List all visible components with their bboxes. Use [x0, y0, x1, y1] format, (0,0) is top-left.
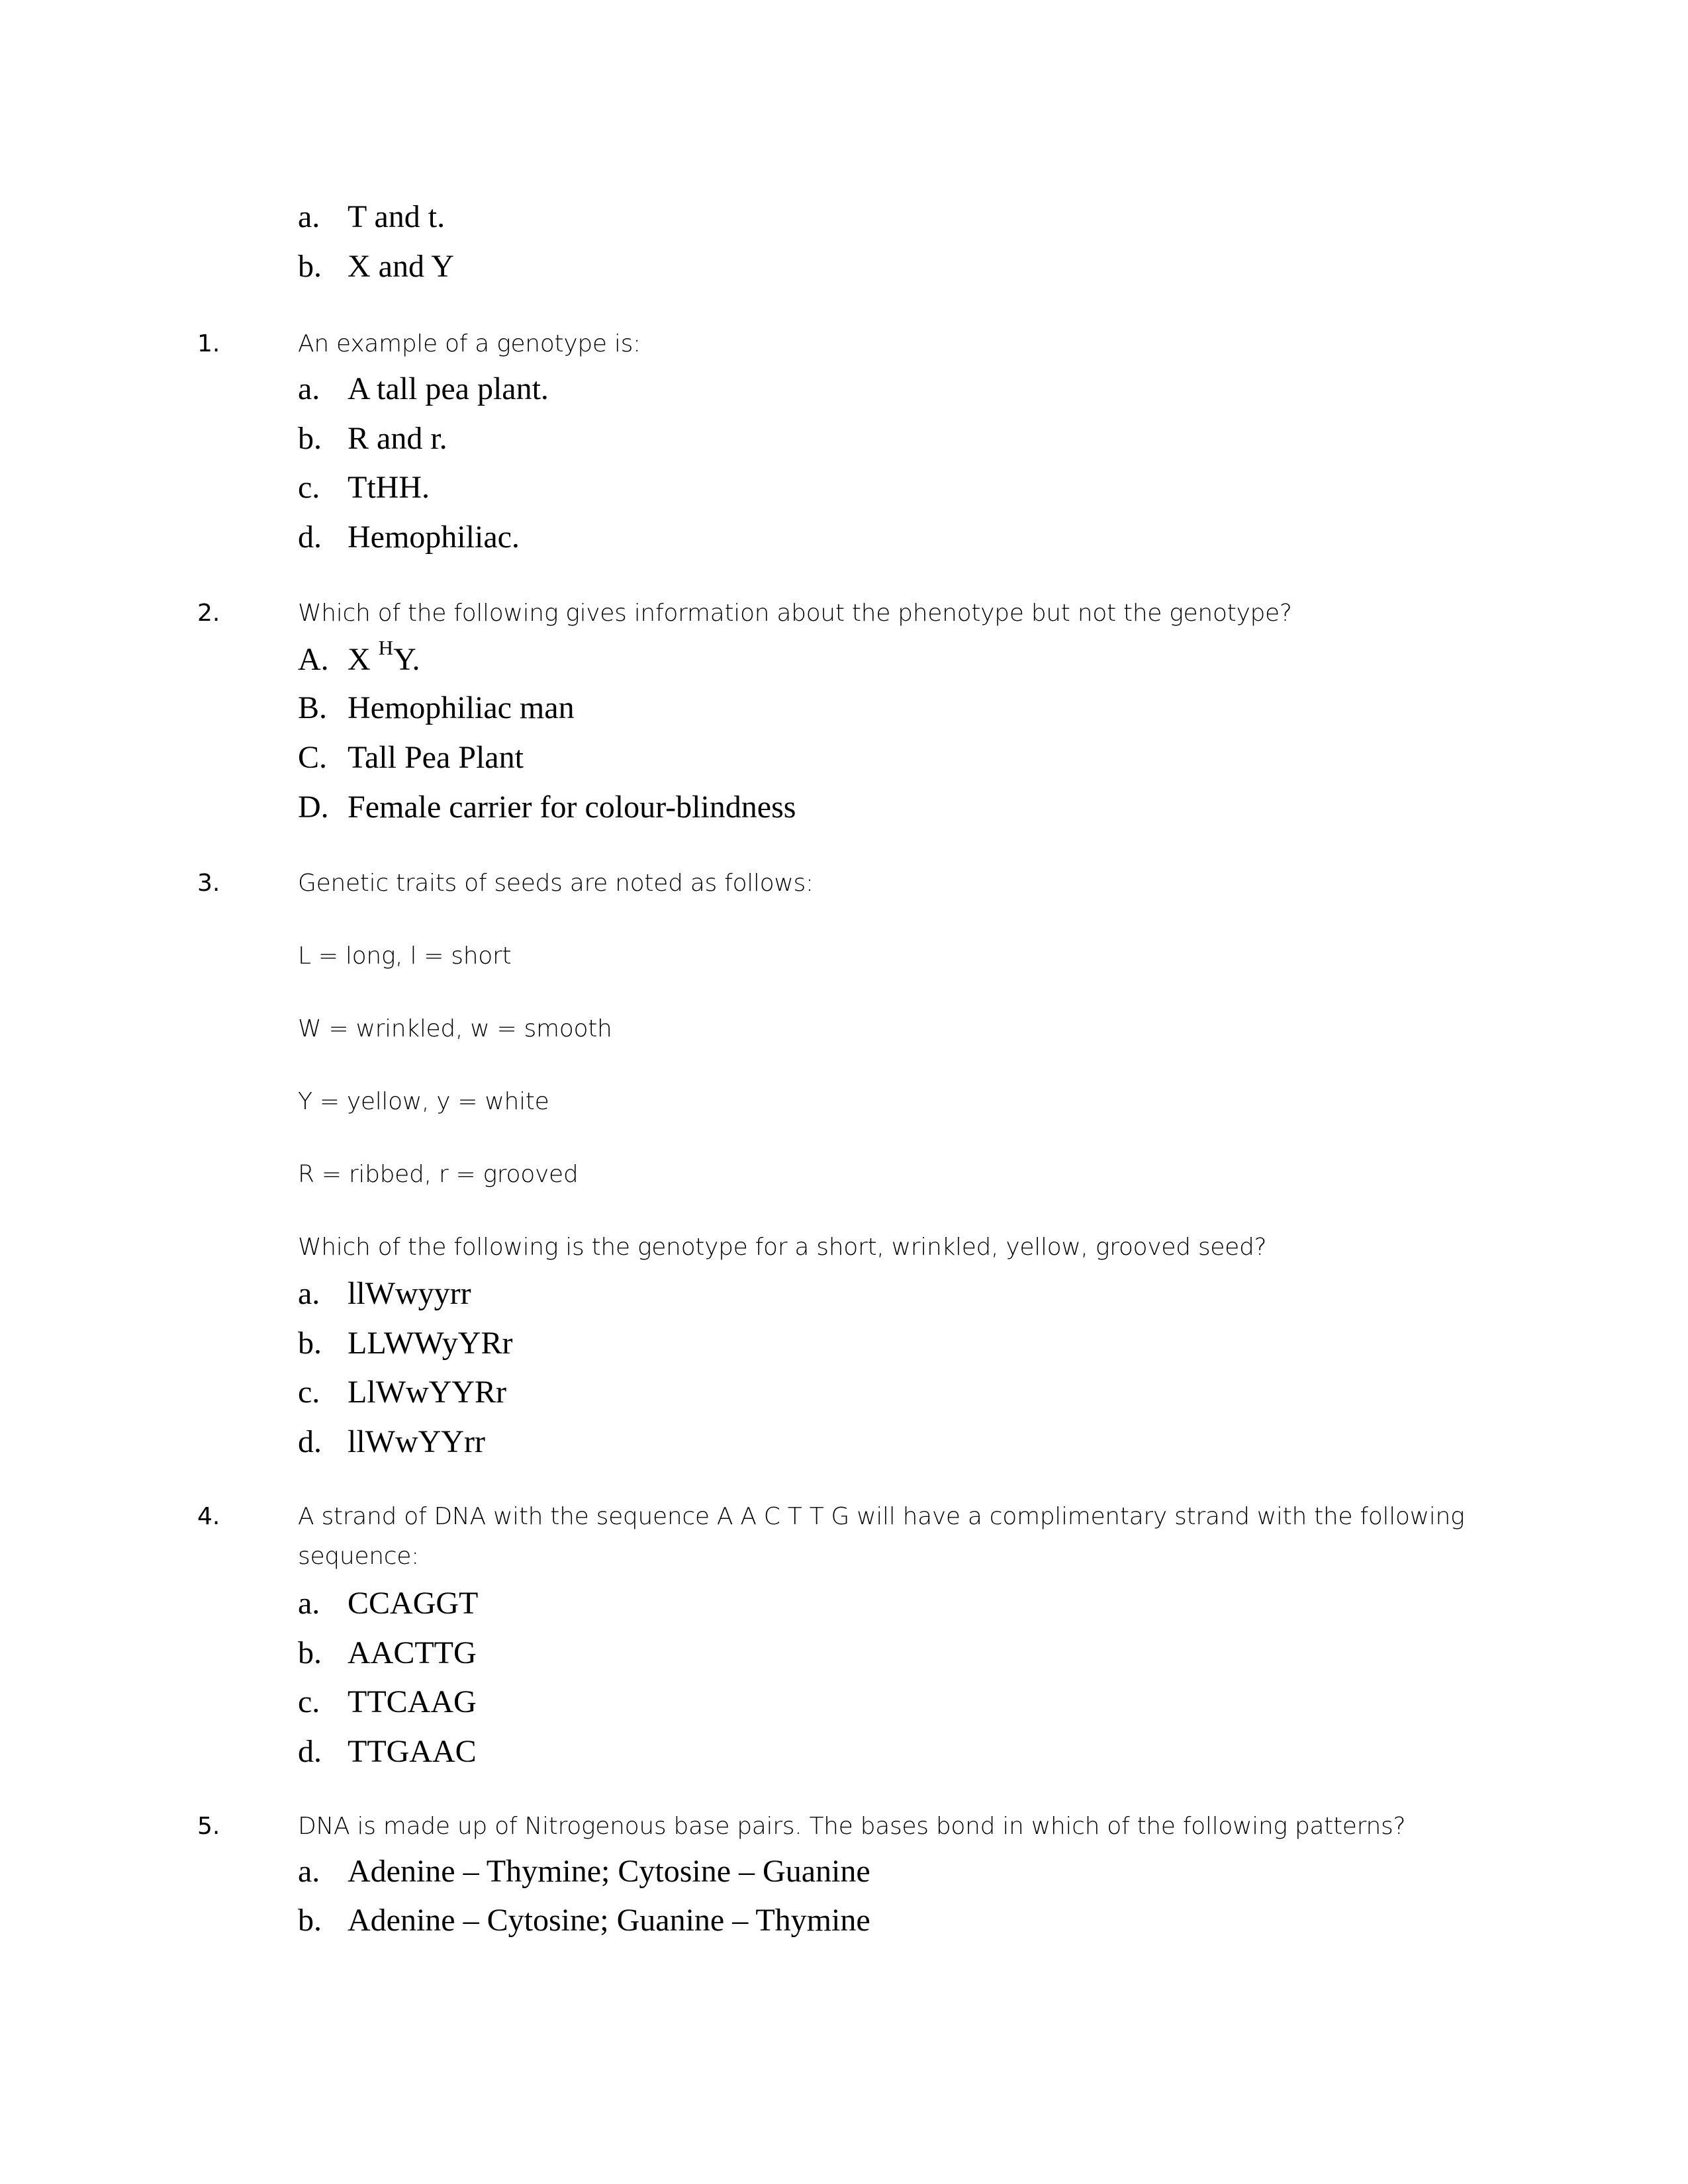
question-number: 1. [197, 330, 220, 357]
answer-option: a. A tall pea plant. [298, 371, 549, 406]
trait-line: L = long, l = short [298, 942, 512, 970]
question-text: DNA is made up of Nitrogenous base pairs. The bases bond in which of the following patterns? [298, 1813, 1406, 1840]
answer-option: a. Adenine – Thymine; Cytosine – Guanine [298, 1854, 870, 1889]
trait-line: Y = yellow, y = white [298, 1088, 549, 1115]
answer-option: d. Hemophiliac. [298, 520, 520, 555]
answer-option: d. llWwYYrr [298, 1424, 485, 1459]
answer-option: B. Hemophiliac man [298, 690, 575, 725]
question-number: 4. [197, 1503, 220, 1530]
question-text: Genetic traits of seeds are noted as follows: [298, 870, 814, 897]
question-text: Which of the following gives information about the phenotype but not the genotype? [298, 600, 1292, 627]
answer-option: c. TtHH. [298, 470, 430, 505]
answer-option: c. LlWwYYRr [298, 1375, 506, 1410]
question-text: Which of the following is the genotype for a short, wrinkled, yellow, grooved seed? [298, 1234, 1267, 1261]
answer-option: C. Tall Pea Plant [298, 740, 524, 775]
answer-option: b. Adenine – Cytosine; Guanine – Thymine [298, 1903, 870, 1938]
answer-option: b. AACTTG [298, 1635, 477, 1670]
answer-option: A. X $^H$Y. [298, 636, 420, 677]
trait-line: R = ribbed, r = grooved [298, 1161, 579, 1188]
answer-option: a. CCAGGT [298, 1586, 479, 1621]
answer-option: d. TTGAAC [298, 1734, 477, 1769]
question-number: 5. [197, 1813, 220, 1840]
answer-option: a. llWwyyrr [298, 1276, 471, 1311]
trait-line: W = wrinkled, w = smooth [298, 1015, 612, 1042]
question-number: 2. [197, 600, 220, 627]
question-text: An example of a genotype is: [298, 330, 641, 357]
answer-option: b. LLWWyYRr [298, 1326, 513, 1361]
question-text: A strand of DNA with the sequence A A C T T G will have a complimentary strand with the following sequence: [298, 1503, 1465, 1570]
answer-option: b. R and r. [298, 421, 447, 456]
question-number: 3. [197, 870, 220, 897]
answer-option: D. Female carrier for colour-blindness [298, 790, 796, 825]
answer-option: c. TTCAAG [298, 1684, 477, 1719]
top-option-b: b. X and Y [298, 249, 454, 284]
top-option-a: a. T and t. [298, 199, 445, 234]
